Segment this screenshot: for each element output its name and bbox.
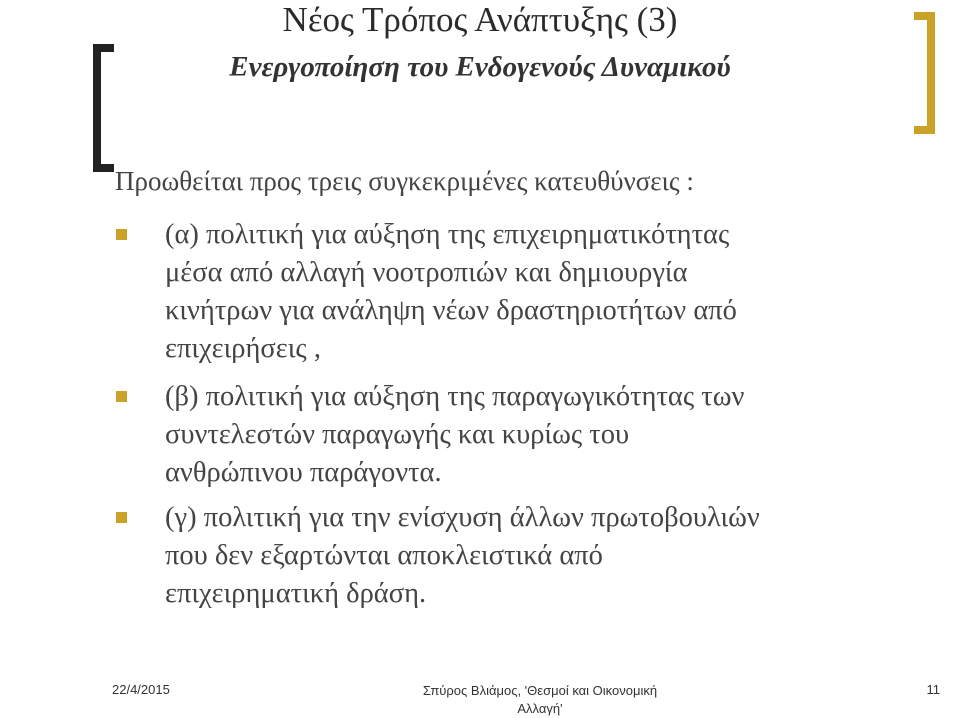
- bullet-line: επιχειρήσεις ,: [165, 333, 321, 364]
- bullet-item-c: [116, 499, 936, 613]
- bullet-line: ανθρώπινου παράγοντα.: [165, 457, 442, 488]
- bullet-list: [116, 216, 936, 623]
- intro-text: Προωθείται προς τρεις συγκεκριμένες κατευθύνσεις :: [115, 166, 694, 196]
- square-bullet-icon: [116, 512, 127, 523]
- slide-subtitle: Ενεργοποίηση του Ενδογενούς Δυναμικού: [229, 51, 731, 83]
- square-bullet-icon: [116, 229, 127, 240]
- bullet-line: (β) πολιτική για αύξηση της παραγωγικότητας των: [165, 381, 745, 412]
- bullet-line: επιχειρηματική δράση.: [165, 578, 427, 609]
- square-bullet-icon: [116, 391, 127, 402]
- footer-author-line-2: Αλλαγή': [517, 701, 563, 716]
- bullet-line: που δεν εξαρτώνται αποκλειστικά από: [165, 540, 603, 571]
- bullet-line: μέσα από αλλαγή νοοτροπιών και δημιουργία: [165, 257, 688, 288]
- bullet-line: συντελεστών παραγωγής και κυρίως του: [165, 419, 630, 450]
- bullet-line: (α) πολιτική για αύξηση της επιχειρηματικότητας: [165, 219, 730, 250]
- bullet-line: (γ) πολιτική για την ενίσχυση άλλων πρωτοβουλιών: [165, 502, 760, 533]
- footer-author: [380, 682, 700, 718]
- bullet-line: κινήτρων για ανάληψη νέων δραστηριοτήτων από: [165, 295, 737, 326]
- slide-title: Νέος Τρόπος Ανάπτυξης (3): [282, 0, 678, 39]
- footer-author-line-1: Σπύρος Βλιάμος, 'Θεσμοί και Οικονομική: [422, 683, 658, 698]
- footer-date: 22/4/2015: [112, 682, 170, 697]
- bullet-item-a: [116, 216, 936, 368]
- bullet-item-b: [116, 378, 936, 492]
- page-number: 11: [926, 682, 940, 697]
